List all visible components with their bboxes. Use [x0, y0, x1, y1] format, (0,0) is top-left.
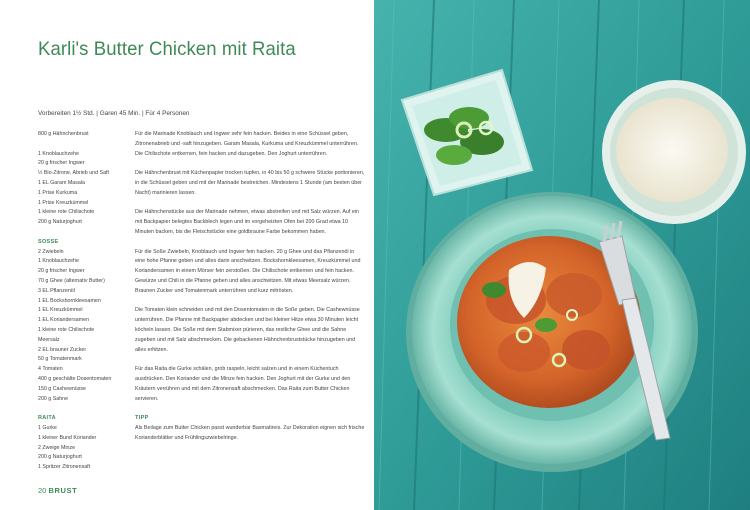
- ingredient-item: 1 EL Kreuzkümmel: [38, 307, 83, 314]
- ingredient-item: ½ Bio-Zitrone, Abrieb und Saft: [38, 170, 109, 177]
- tip-text: Als Beilage zum Butter Chicken passt wunderbar Basmatireis. Zur Dekoration eignen sich frische Korianderblätter und Frühlingszwiebelringe.: [135, 424, 365, 441]
- sauce-heading: SOSSE: [38, 238, 59, 245]
- ingredient-item: 400 g geschälte Dosentomaten: [38, 375, 112, 382]
- ingredient-item: 1 kleine rote Chilischote: [38, 326, 95, 333]
- left-page: [0, 0, 374, 510]
- ingredient-item: 3 EL Pflanzenöl: [38, 287, 75, 294]
- ingredient-item: 1 EL Bockshornkleesamen: [38, 297, 101, 304]
- food-photo: [374, 0, 750, 510]
- ingredient-item: 1 Knoblauchzehe: [38, 150, 79, 157]
- instruction-step: Für die Marinade Knoblauch und Ingwer sehr fein hacken. Beides in eine Schüssel geben, Zitronenabrieb und -saft hinzugeben. Garam Masala, Kurkuma und Kreuzkümmel unterrühren. Die Chilischote entkernen, fein hacken und dazugeben. Den Joghurt unterrühren.: [135, 131, 359, 157]
- section-name: BRUST: [48, 486, 78, 495]
- ingredient-item: 1 kleiner Bund Koriander: [38, 434, 97, 441]
- instruction-step: Die Hähnchenbrust mit Küchenpapier trocken tupfen, in 40 bis 50 g schwere Stücke portionieren, in die Schüssel geben und mit der Marinade bestreichen. Mindestens 1 Stunde (am besten über Nacht) marinieren lassen.: [135, 170, 365, 196]
- ingredient-item: 1 kleine rote Chilischote: [38, 209, 95, 216]
- ingredient-item: 1 Spritzer Zitronensaft: [38, 464, 91, 471]
- ingredient-item: 1 EL Garam Masala: [38, 179, 85, 186]
- instruction-step: Die Tomaten klein schneiden und mit den Dosentomaten in die Soße geben. Die Cashewnüsse unterrühren. Die Pfanne mit Backpapier abdecken und bei kleiner Hitze etwa 30 Minuten leicht köcheln lassen. Die Soße mit dem Stabmixer pürieren, das restliche Ghee und die Sahne zugeben und mit Salz abschmecken. Die gebackenen Hähnchenbruststücke hinzugeben und alles erhitzen.: [135, 307, 360, 353]
- ingredient-item: 200 g Naturjoghurt: [38, 454, 82, 461]
- instruction-step: Die Hähnchenstücke aus der Marinade nehmen, etwas abstreifen und mit Salz würzen. Auf ein mit Backpapier belegtes Backblech legen und im vorgeheizten Ofen bei 200 Grad etwa 10 Minuten backen, bis die Fleischstücke eine goldbraune Farbe bekommen haben.: [135, 209, 359, 235]
- instructions: [135, 130, 365, 444]
- ingredient-item: 20 g frischer Ingwer: [38, 268, 85, 275]
- ingredient-item: 800 g Hähnchenbrust: [38, 131, 89, 137]
- ingredient-item: 200 g Naturjoghurt: [38, 219, 82, 226]
- recipe-title: Karli's Butter Chicken mit Raita: [38, 38, 296, 60]
- raita-heading: RAITA: [38, 415, 56, 422]
- ingredient-item: Meersalz: [38, 336, 60, 343]
- page-folio: [38, 486, 77, 495]
- ingredient-item: 1 Gurke: [38, 424, 57, 431]
- ingredient-item: 150 g Cashewnüsse: [38, 385, 86, 392]
- ingredient-item: 20 g frischer Ingwer: [38, 160, 85, 167]
- ingredients-list: [38, 130, 128, 473]
- ingredient-spacer: [38, 140, 128, 150]
- instruction-step: Für die Soße Zwiebeln, Knoblauch und Ingwer fein hacken. 20 g Ghee und das Pflanzenöl in eine hohe Pfanne geben und alles darin anschwitzen. Bockshornkleesamen, Kreuzkümmel und Koriandersamen in einem Mörser fein zerstoßen. Die Chilischote entkernen und fein hacken. Gewürze und Chili in die Pfanne geben und alles anschwitzen. Mit etwas Meersalz würzen. Braunen Zucker und Tomatenmark unterrühren und kurz mitrösten.: [135, 248, 361, 294]
- ingredient-item: 1 Prise Kurkuma: [38, 189, 78, 196]
- page-number: 20: [38, 486, 47, 495]
- recipe-meta: Vorbereiten 1½ Std. | Garen 45 Min. | Für 4 Personen: [38, 110, 190, 117]
- ingredient-item: 1 Knoblauchzehe: [38, 258, 79, 265]
- instruction-step: Für das Raita die Gurke schälen, grob raspeln, leicht salzen und in einem Küchentuch ausdrücken. Den Koriander und die Minze fein hacken. Den Joghurt mit der Gurke und den Kräutern verrühren und mit dem Zitronensaft abschmecken. Das Raita zum Butter Chicken servieren.: [135, 366, 351, 402]
- ingredient-item: 50 g Tomatenmark: [38, 356, 82, 363]
- ingredient-item: 200 g Sahne: [38, 395, 69, 402]
- ingredient-item: 2 Zweige Minze: [38, 444, 76, 451]
- tip-heading: TIPP: [135, 415, 149, 422]
- ingredient-item: 4 Tomaten: [38, 366, 63, 373]
- rice-bowl: [602, 80, 746, 224]
- ingredient-item: 1 EL Koriandersamen: [38, 317, 90, 324]
- ingredient-item: 2 Zwiebeln: [38, 248, 64, 255]
- ingredient-item: 1 Prise Kreuzkümmel: [38, 199, 89, 206]
- ingredient-item: 2 EL brauner Zucker: [38, 346, 87, 353]
- ingredient-item: 70 g Ghee (alternativ Butter): [38, 277, 105, 284]
